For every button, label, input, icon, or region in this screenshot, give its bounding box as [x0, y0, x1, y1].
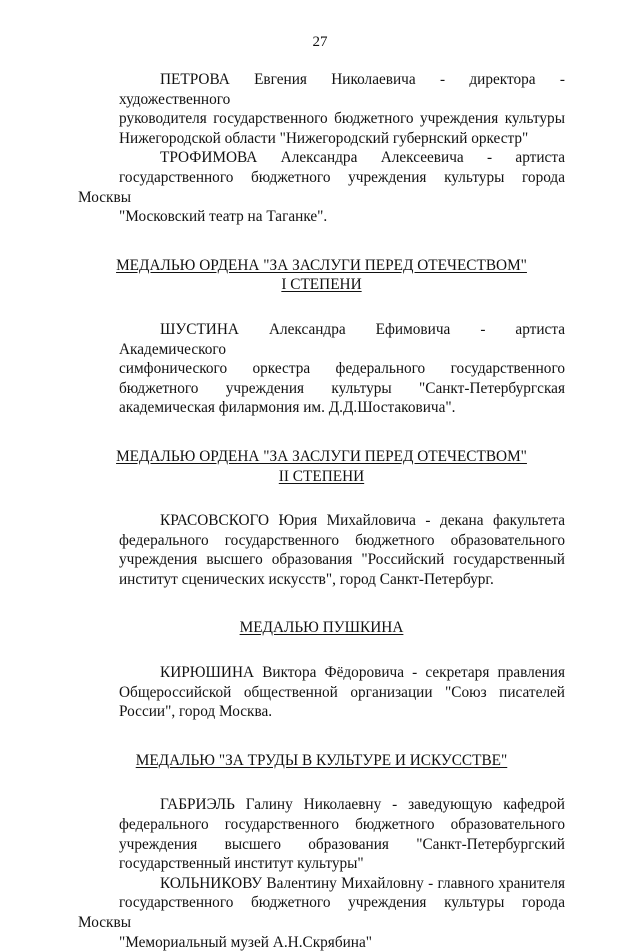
- spacer: [78, 589, 565, 618]
- awardee-entry: [78, 874, 565, 952]
- entry-line: государственного бюджетного учреждения культуры города Москвы: [78, 894, 565, 931]
- document-body: [78, 70, 565, 952]
- entry-line: "Московский театр на Таганке".: [119, 208, 328, 226]
- entry-line: Нижегородской области "Нижегородский губернский оркестр": [119, 129, 529, 147]
- spacer: [78, 638, 565, 663]
- entry-line: государственного бюджетного учреждения культуры города Москвы: [78, 168, 565, 206]
- award-heading-line: II СТЕПЕНИ: [278, 467, 365, 485]
- page-number: 27: [312, 34, 328, 50]
- awardee-entry: [78, 511, 565, 589]
- award-heading: [78, 256, 565, 295]
- spacer: [78, 227, 565, 256]
- award-heading-line: МЕДАЛЬЮ ОРДЕНА "ЗА ЗАСЛУГИ ПЕРЕД ОТЕЧЕСТВОМ": [116, 447, 527, 465]
- entry-line: Общероссийской общественной организации "Союз писателей: [119, 683, 565, 701]
- award-heading: [78, 751, 565, 771]
- spacer: [78, 722, 565, 751]
- entry-line: федерального государственного бюджетного образовательного: [119, 816, 565, 834]
- entry-line: ГАБРИЭЛЬ Галину Николаевну - заведующую кафедрой: [160, 796, 565, 814]
- spacer: [78, 770, 565, 795]
- award-heading-line: I СТЕПЕНИ: [281, 276, 362, 294]
- entry-line: "Мемориальный музей А.Н.Скрябина": [119, 933, 373, 951]
- entry-line: России", город Москва.: [119, 703, 273, 721]
- awardee-entry: [78, 795, 565, 873]
- entry-line: ПЕТРОВА Евгения Николаевича - директора - художественного: [119, 71, 565, 108]
- entry-line: КРАСОВСКОГО Юрия Михайловича - декана факультета: [160, 512, 565, 530]
- awardee-entry: [78, 70, 565, 148]
- award-heading-line: МЕДАЛЬЮ ПУШКИНА: [239, 619, 404, 637]
- entry-line: руководителя государственного бюджетного учреждения культуры: [119, 110, 565, 128]
- entry-line: ТРОФИМОВА Александра Алексеевича - артиста: [160, 149, 565, 167]
- awardee-entry: [78, 663, 565, 722]
- entry-line: государственный институт культуры": [119, 855, 364, 873]
- spacer: [78, 295, 565, 320]
- entry-line: симфонического оркестра федерального государственного: [119, 360, 565, 378]
- entry-line: бюджетного учреждения культуры "Санкт-Петербургская: [119, 379, 565, 397]
- spacer: [78, 486, 565, 511]
- awardee-entry: [78, 320, 565, 418]
- entry-line: учреждения высшего образования "Российский государственный: [119, 551, 565, 569]
- award-heading: [78, 447, 565, 486]
- entry-line: учреждения высшего образования "Санкт-Петербургский: [119, 835, 565, 853]
- award-heading-line: МЕДАЛЬЮ "ЗА ТРУДЫ В КУЛЬТУРЕ И ИСКУССТВЕ": [135, 751, 508, 769]
- entry-line: КИРЮШИНА Виктора Фёдоровича - секретаря правления: [160, 664, 565, 682]
- entry-line: институт сценических искусств", город Санкт-Петербург.: [119, 570, 494, 588]
- award-heading-line: МЕДАЛЬЮ ОРДЕНА "ЗА ЗАСЛУГИ ПЕРЕД ОТЕЧЕСТВОМ": [116, 256, 527, 274]
- spacer: [78, 418, 565, 447]
- entry-line: КОЛЬНИКОВУ Валентину Михайловну - главного хранителя: [160, 874, 565, 892]
- awardee-entry: [78, 148, 565, 226]
- entry-line: федерального государственного бюджетного образовательного: [119, 531, 565, 549]
- award-heading: [78, 618, 565, 638]
- entry-line: ШУСТИНА Александра Ефимовича - артиста Академического: [119, 320, 565, 358]
- entry-line: академическая филармония им. Д.Д.Шостаковича".: [119, 399, 456, 417]
